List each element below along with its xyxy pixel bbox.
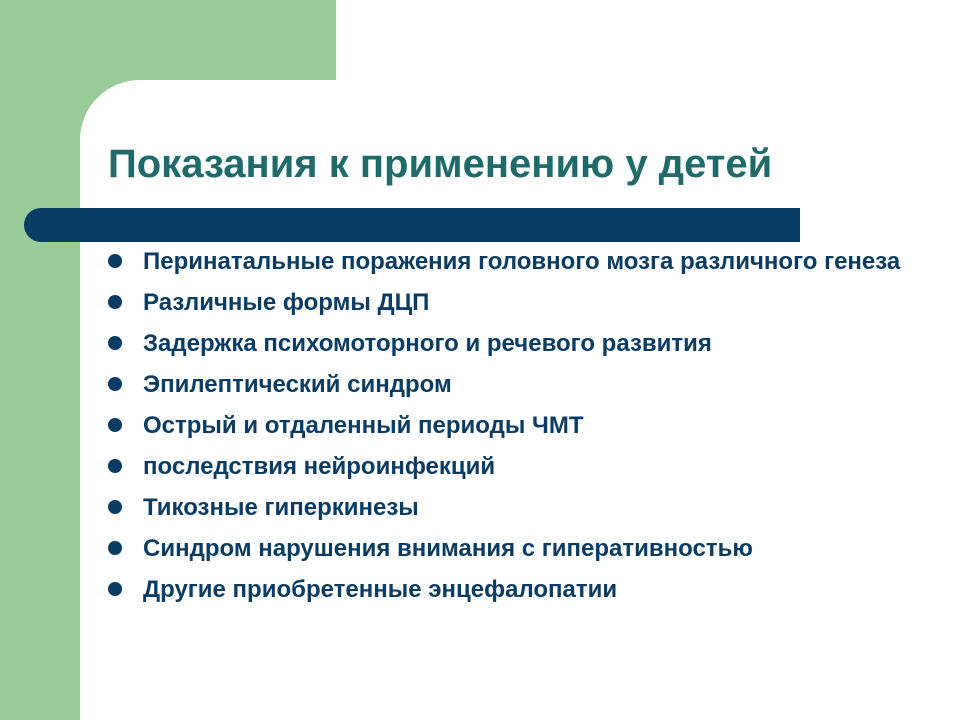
bullet-text: Синдром нарушения внимания с гиперативностью — [143, 535, 753, 562]
title-underline-bar — [24, 208, 800, 242]
bullet-text: Задержка психомоторного и речевого развития — [143, 330, 712, 357]
bullet-item — [108, 287, 908, 318]
bullet-dot-icon — [108, 500, 122, 514]
bullet-item — [108, 451, 908, 482]
bullet-item — [108, 369, 908, 400]
bullet-text: Эпилептический синдром — [143, 371, 452, 398]
bullet-list — [108, 246, 908, 615]
bullet-item — [108, 533, 908, 564]
bullet-dot-icon — [108, 582, 122, 596]
bullet-dot-icon — [108, 254, 122, 268]
bullet-dot-icon — [108, 295, 122, 309]
bullet-item — [108, 574, 908, 605]
bullet-item — [108, 246, 908, 277]
bullet-item — [108, 410, 908, 441]
bullet-dot-icon — [108, 336, 122, 350]
bullet-text: Различные формы ДЦП — [143, 289, 430, 316]
bullet-dot-icon — [108, 377, 122, 391]
bullet-text: Другие приобретенные энцефалопатии — [143, 576, 618, 603]
bullet-item — [108, 492, 908, 523]
slide-title: Показания к применению у детей — [108, 142, 773, 186]
bullet-dot-icon — [108, 418, 122, 432]
bullet-text: Перинатальные поражения головного мозга различного генеза — [143, 248, 901, 275]
bullet-dot-icon — [108, 541, 122, 555]
bullet-text: последствия нейроинфекций — [143, 453, 496, 480]
bullet-dot-icon — [108, 459, 122, 473]
bullet-item — [108, 328, 908, 359]
bullet-text: Острый и отдаленный периоды ЧМТ — [143, 412, 584, 439]
bullet-text: Тикозные гиперкинезы — [143, 494, 419, 521]
